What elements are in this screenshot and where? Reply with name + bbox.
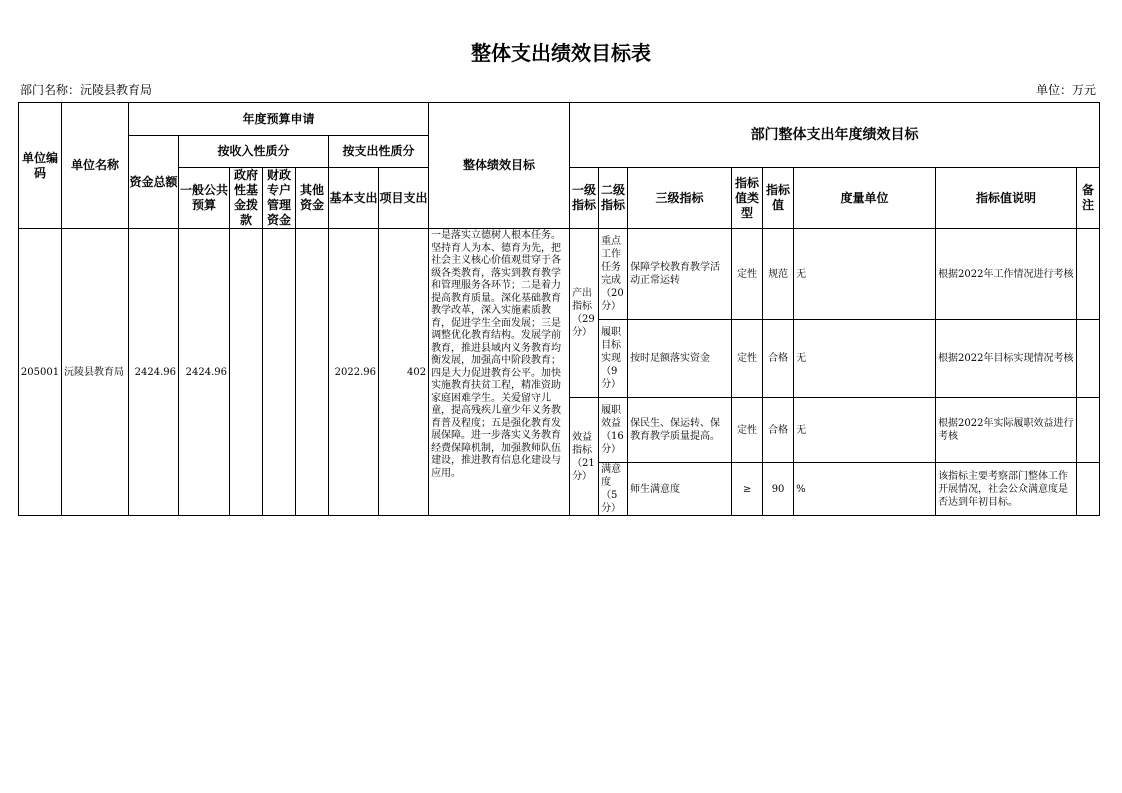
- cell-value: 合格: [763, 320, 794, 398]
- header-total-funds: 资金总额: [129, 136, 179, 229]
- cell-remarks: [1077, 398, 1100, 463]
- cell-gov-fund: [230, 229, 263, 516]
- header-by-income: 按收入性质分: [179, 136, 329, 168]
- header-gov-fund: 政府性基金拨款: [230, 168, 263, 229]
- cell-measure-unit: 无: [794, 229, 936, 320]
- page-title: 整体支出绩效目标表: [471, 41, 651, 65]
- cell-level3: 师生满意度: [628, 463, 732, 516]
- header-value-type: 指标值类型: [732, 168, 763, 229]
- cell-value: 规范: [763, 229, 794, 320]
- header-measure-unit: 度量单位: [794, 168, 936, 229]
- cell-level2: 满意度（5分）: [599, 463, 628, 516]
- table-row: [19, 229, 1100, 320]
- cell-value-desc: 根据2022年实际履职效益进行考核: [936, 398, 1077, 463]
- header-project-expense: 项目支出: [379, 168, 429, 229]
- header-basic-expense: 基本支出: [329, 168, 379, 229]
- header-annual-budget: 年度预算申请: [129, 103, 429, 136]
- header-unit-code: 单位编码: [19, 103, 62, 229]
- cell-remarks: [1077, 320, 1100, 398]
- cell-level1-output: 产出指标（29分）: [570, 229, 599, 398]
- cell-remarks: [1077, 229, 1100, 320]
- header-unit-name: 单位名称: [62, 103, 129, 229]
- header-dept-goal: 部门整体支出年度绩效目标: [570, 103, 1100, 168]
- cell-value-desc: 该指标主要考察部门整体工作开展情况，社会公众满意度是否达到年初目标。: [936, 463, 1077, 516]
- performance-table: [18, 102, 1100, 516]
- cell-measure-unit: 无: [794, 398, 936, 463]
- currency-unit: 单位：万元: [1035, 83, 1096, 97]
- cell-overall-goal: 一是落实立德树人根本任务。坚持育人为本、德育为先，把社会主义核心价值观贯穿于各级各类教育，落实到教育教学和管理服务各环节；二是着力提高教育质量。深化基础教育教学改革，深入实施素质教育，促进学生全面发展；三是调整优化教育结构。发展学前教育，推进县域内义务教育均衡发展，加强高中阶段教育；四是大力促进教育公平。加快实施教育扶贫工程，精准资助家庭困难学生。关爱留守儿童，提高残疾儿童少年义务教育普及程度；五是强化教育发展保障。进一步落实义务教育经费保障机制，加强教师队伍建设，推进教育信息化建设与应用。: [429, 229, 570, 516]
- cell-level2: 重点工作任务完成（20分）: [599, 229, 628, 320]
- cell-value-type: 定性: [732, 398, 763, 463]
- cell-value-type: ≥: [732, 463, 763, 516]
- cell-unit-code: 205001: [19, 229, 62, 516]
- cell-general-budget: 2424.96: [179, 229, 230, 516]
- header-level1: 一级指标: [570, 168, 599, 229]
- cell-level3: 保障学校教育教学活动正常运转: [628, 229, 732, 320]
- cell-total-funds: 2424.96: [129, 229, 179, 516]
- header-by-expense: 按支出性质分: [329, 136, 429, 168]
- cell-fiscal-special: [263, 229, 296, 516]
- cell-level2: 履职目标实现（9分）: [599, 320, 628, 398]
- header-general-budget: 一般公共预算: [179, 168, 230, 229]
- cell-level3: 按时足额落实资金: [628, 320, 732, 398]
- header-value: 指标值: [763, 168, 794, 229]
- cell-value-type: 定性: [732, 320, 763, 398]
- cell-level3: 保民生、保运转、保教育教学质量提高。: [628, 398, 732, 463]
- header-fiscal-special: 财政专户管理资金: [263, 168, 296, 229]
- cell-other-funds: [296, 229, 329, 516]
- header-remarks: 备注: [1077, 168, 1100, 229]
- header-level2: 二级指标: [599, 168, 628, 229]
- cell-value: 合格: [763, 398, 794, 463]
- cell-remarks: [1077, 463, 1100, 516]
- cell-basic-expense: 2022.96: [329, 229, 379, 516]
- cell-measure-unit: 无: [794, 320, 936, 398]
- header-overall-goal: 整体绩效目标: [429, 103, 570, 229]
- cell-measure-unit: %: [794, 463, 936, 516]
- cell-value-desc: 根据2022年目标实现情况考核: [936, 320, 1077, 398]
- cell-value: 90: [763, 463, 794, 516]
- cell-value-type: 定性: [732, 229, 763, 320]
- department-name: 部门名称：沅陵县教育局: [20, 83, 153, 97]
- cell-level2: 履职效益（16分）: [599, 398, 628, 463]
- cell-value-desc: 根据2022年工作情况进行考核: [936, 229, 1077, 320]
- header-value-desc: 指标值说明: [936, 168, 1077, 229]
- cell-level1-benefit: 效益指标（21分）: [570, 398, 599, 516]
- header-level3: 三级指标: [628, 168, 732, 229]
- cell-project-expense: 402: [379, 229, 429, 516]
- header-other-funds: 其他资金: [296, 168, 329, 229]
- cell-unit-name: 沅陵县教育局: [62, 229, 129, 516]
